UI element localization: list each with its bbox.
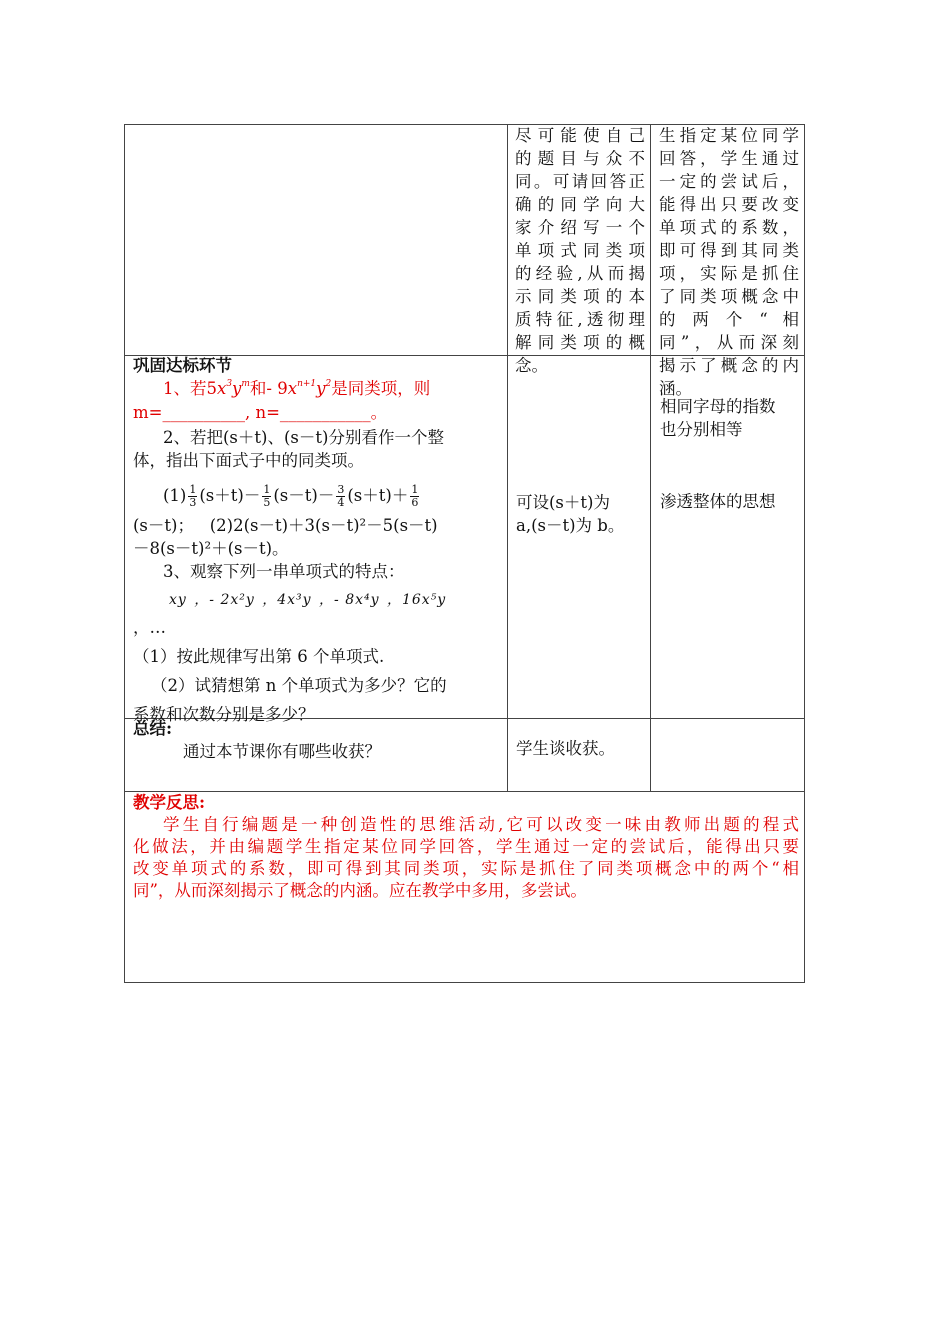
row1-col2-text bbox=[515, 124, 645, 377]
reflection-heading: 教学反思: bbox=[133, 793, 206, 812]
q1-prefix: 1、若 bbox=[163, 379, 207, 398]
text-line: 单项式同类项 bbox=[515, 241, 645, 260]
text-line: 单项式的系数， bbox=[659, 218, 799, 237]
text-line: 可设(s＋t)为 bbox=[516, 493, 610, 512]
reflection-line: 改变单项式的系数，即可得到其同类项，实际是抓住了同类项概念中的两个“相 bbox=[133, 859, 799, 878]
question-3-sub2b: 系数和次数分别是多少？ bbox=[133, 705, 315, 724]
column-divider bbox=[507, 124, 508, 792]
text-line: 质特征,透彻理 bbox=[515, 310, 645, 329]
text-line: 相同字母的指数 bbox=[660, 397, 776, 416]
text-line: 涵。 bbox=[659, 379, 692, 398]
reflection-line: 化做法，并由编题学生指定某位同学回答，学生通过一定的尝试后，能得出只要 bbox=[133, 837, 799, 856]
monomial-sequence bbox=[133, 589, 503, 612]
text-line: 生指定某位同学 bbox=[659, 126, 799, 145]
text-line: 尽可能使自己 bbox=[515, 126, 645, 145]
reflection-section bbox=[133, 792, 799, 902]
text-line: 揭示了概念的内 bbox=[659, 356, 799, 375]
reflection-line: 同”，从而深刻揭示了概念的内涵。应在教学中多用，多尝试。 bbox=[133, 881, 587, 900]
consolidate-col2 bbox=[516, 491, 648, 537]
text-line: 回答，学生通过 bbox=[659, 149, 799, 168]
text-line: 示同类项的本 bbox=[515, 287, 645, 306]
monomial: ，4x³y bbox=[262, 592, 312, 608]
monomial: ，16x⁵y bbox=[386, 592, 447, 608]
summary-question: 通过本节课你有哪些收获？ bbox=[183, 742, 381, 761]
consolidate-col3 bbox=[660, 395, 800, 441]
text-line: 项，实际是抓住 bbox=[659, 264, 799, 283]
question-3-sub2a: （2）试猜想第 n 个单项式为多少？它的 bbox=[151, 676, 447, 695]
q1-suffix: 是同类项，则 bbox=[331, 379, 431, 398]
column-divider bbox=[650, 124, 651, 792]
summary-col1 bbox=[133, 718, 503, 763]
q1-mid: 和 bbox=[249, 379, 267, 398]
question-3-sub1: （1）按此规律写出第 6 个单项式. bbox=[133, 647, 385, 666]
text-line: 能得出只要改变 bbox=[659, 195, 799, 214]
text-line: 的 两 个 “ 相 bbox=[659, 310, 799, 329]
consolidate-col3-note bbox=[660, 490, 800, 513]
text-line: 家介绍写一个 bbox=[515, 218, 645, 237]
text-line: 渗透整体的思想 bbox=[660, 492, 776, 511]
question-1 bbox=[133, 376, 503, 402]
text-line: 的题目与众不 bbox=[515, 149, 645, 168]
sequence-ellipsis: ，… bbox=[133, 618, 166, 637]
fraction: $\frac{1}{5}$ bbox=[263, 483, 271, 509]
text-line: 也分别相等 bbox=[660, 420, 743, 439]
question-1-blanks: m=__________, n=___________。 bbox=[133, 403, 388, 422]
text-line: 一定的尝试后， bbox=[659, 172, 799, 191]
text-line: 确的同学向大 bbox=[515, 195, 645, 214]
text-line: 学生谈收获。 bbox=[516, 739, 615, 758]
text-line: 同”，从而深刻 bbox=[659, 333, 799, 352]
fraction: $\frac{1}{3}$ bbox=[189, 483, 197, 509]
text-line: 的经验,从而揭 bbox=[515, 264, 645, 283]
question-2-line1: 2、若把(s＋t)、(s－t)分别看作一个整 bbox=[163, 428, 444, 447]
reflection-line: 学生自行编题是一种创造性的思维活动,它可以改变一味由教师出题的程式 bbox=[163, 815, 799, 834]
text-line: 同。可请回答正 bbox=[515, 172, 645, 191]
text-line: 解同类项的概 bbox=[515, 333, 645, 352]
summary-col2 bbox=[516, 737, 648, 760]
monomial: ，- 8x⁴y bbox=[319, 592, 380, 608]
consolidate-col1 bbox=[133, 355, 503, 726]
fraction: $\frac{3}{4}$ bbox=[337, 483, 345, 509]
q1-term1: $5x^3y^m$ bbox=[206, 379, 250, 398]
row1-col3-text bbox=[659, 124, 799, 400]
text-line: 了同类项概念中 bbox=[659, 287, 799, 306]
question-2-expr2: (s－t)； (2)2(s－t)＋3(s－t)²－5(s－t) bbox=[133, 516, 438, 535]
monomial: xy bbox=[169, 592, 187, 608]
fraction: $\frac{1}{6}$ bbox=[411, 483, 419, 509]
question-2-line2: 体，指出下面式子中的同类项。 bbox=[133, 451, 364, 470]
summary-heading: 总结: bbox=[133, 719, 173, 738]
text-line: a,(s－t)为 b。 bbox=[516, 516, 625, 535]
question-3-line1: 3、观察下列一串单项式的特点： bbox=[163, 562, 405, 581]
question-2-expr3: －8(s－t)²＋(s－t)。 bbox=[133, 539, 289, 558]
text-line: 即可得到其同类 bbox=[659, 241, 799, 260]
question-2-expr1: (1) $\frac{1}{3}$ (s＋t)－ $\frac{1}{5}$ (s－t)－ $\frac{3}{4}$ (s＋t)＋ $\frac{1}{6}$ bbox=[163, 483, 419, 509]
q1-term2: - $9x^{n+1}y^2$ bbox=[266, 379, 332, 398]
text-line: 念。 bbox=[515, 356, 548, 375]
section-heading: 巩固达标环节 bbox=[133, 356, 232, 375]
monomial: ，- 2x²y bbox=[194, 592, 255, 608]
